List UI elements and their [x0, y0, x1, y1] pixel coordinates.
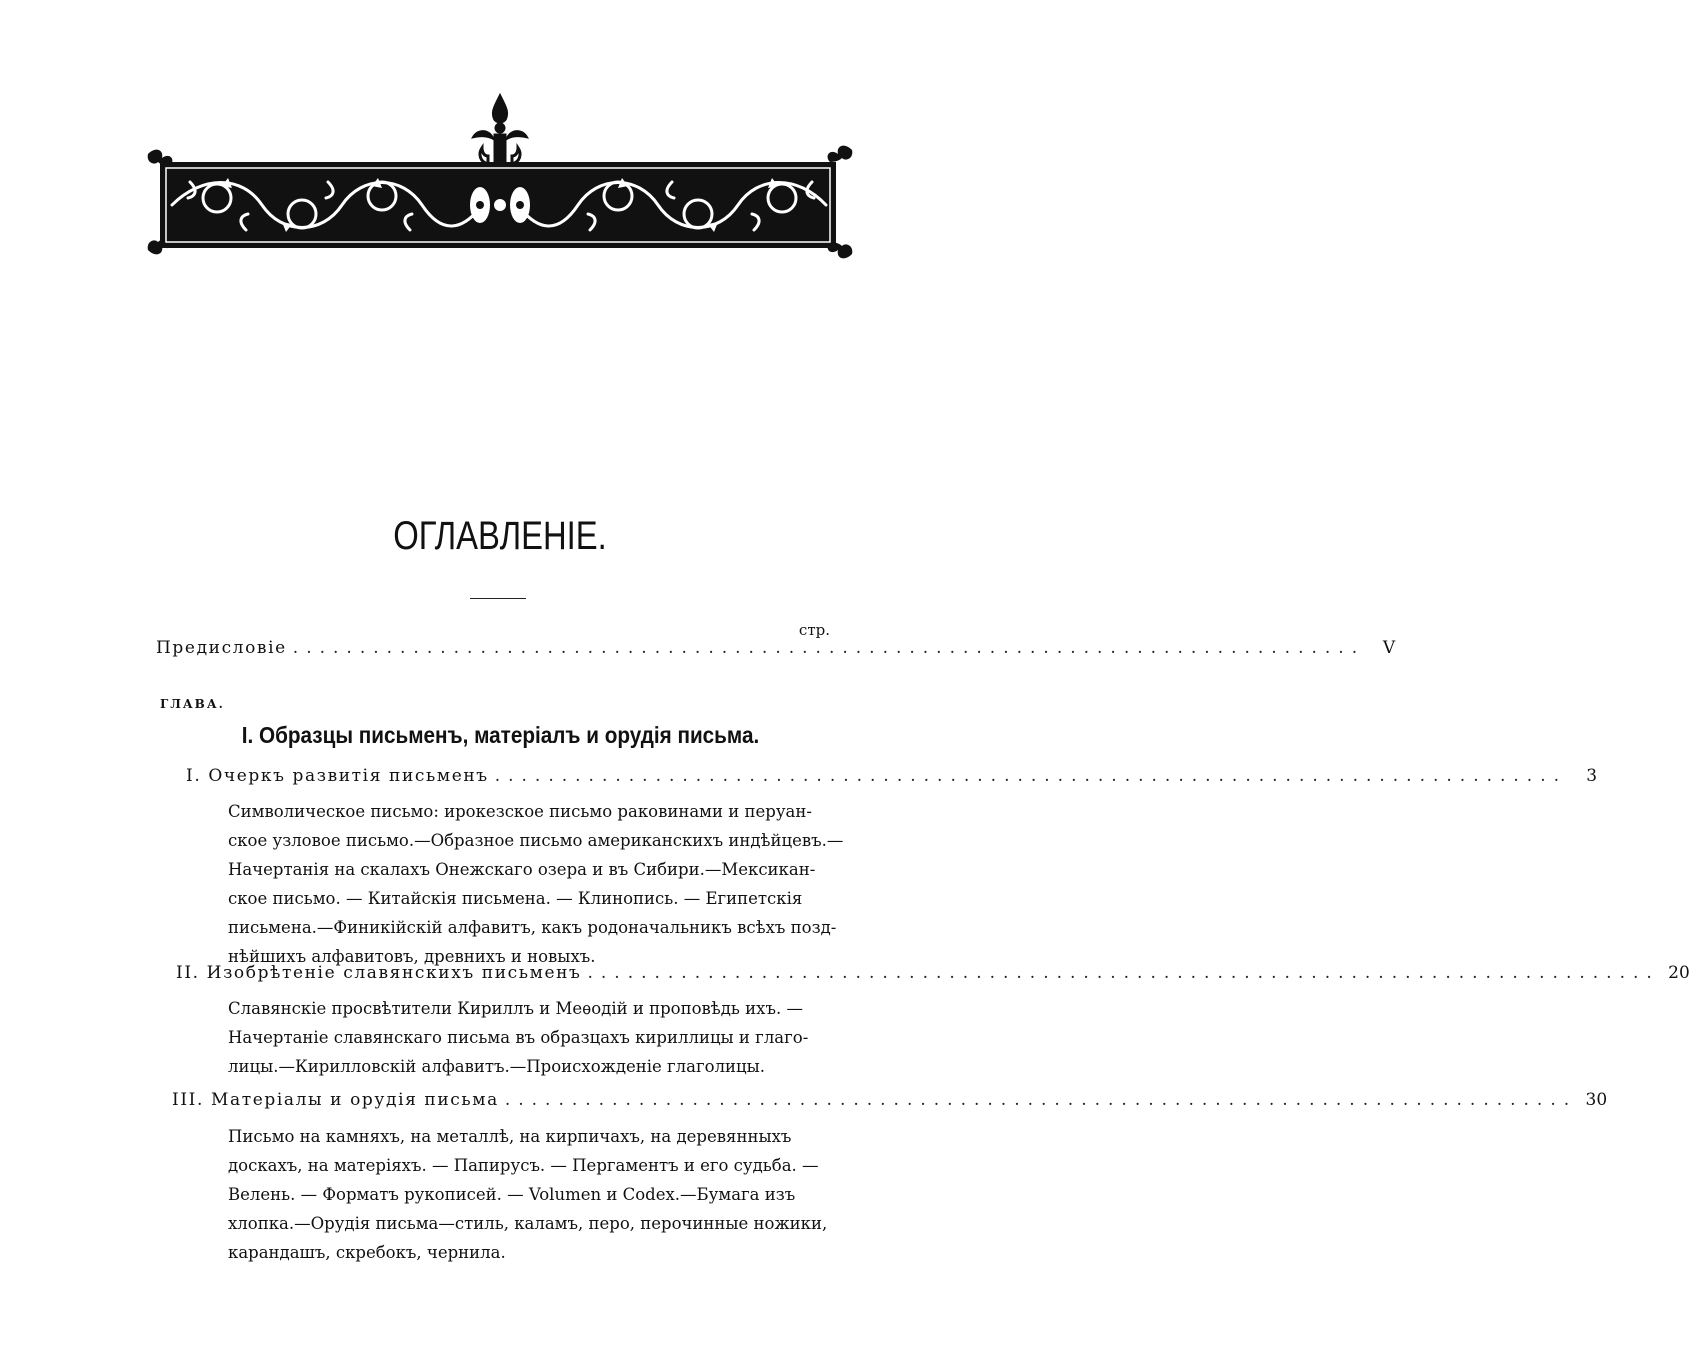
- section-description-2: [228, 994, 809, 1081]
- toc-entry-page: V: [1382, 638, 1396, 658]
- toc-entry-page: 3: [1586, 766, 1598, 786]
- leader-dots: ................................................................................: [504, 1090, 1578, 1110]
- toc-entry-preface[interactable]: [156, 638, 1396, 658]
- leader-dots: ................................................................................: [587, 963, 1660, 983]
- toc-entry-section-3[interactable]: [172, 1090, 1608, 1110]
- description-line: ское письмо. — Китайскія письмена. — Клинопись. — Египетскія: [228, 889, 803, 908]
- description-line: ское узловое письмо.—Образное письмо американскихъ индѣйцевъ.—: [228, 831, 844, 850]
- ornamental-headpiece: [142, 90, 858, 270]
- toc-entry-label: Предисловіе: [156, 638, 287, 658]
- section-description-1: [228, 797, 844, 971]
- description-line: нѣйшихъ алфавитовъ, древнихъ и новыхъ.: [228, 947, 596, 966]
- toc-entry-page: 20: [1668, 963, 1690, 983]
- description-line: Начертанія на скалахъ Онежскаго озера и въ Сибири.—Мексикан-: [228, 860, 816, 879]
- chapter-label: ГЛАВА.: [160, 697, 225, 711]
- description-line: карандашъ, скребокъ, чернила.: [228, 1243, 506, 1262]
- description-line: Начертаніе славянскаго письма въ образцахъ кириллицы и глаго-: [228, 1028, 809, 1047]
- toc-entry-section-1[interactable]: [186, 766, 1598, 786]
- description-line: Славянскіе просвѣтители Кириллъ и Меѳодій и проповѣдь ихъ. —: [228, 999, 803, 1018]
- title-rule: [470, 598, 526, 599]
- description-line: Велень. — Форматъ рукописей. — Volumen и Codex.—Бумага изъ: [228, 1185, 796, 1204]
- section-description-3: [228, 1122, 828, 1267]
- page-title: ОГЛАВЛЕНІЕ.: [393, 514, 607, 558]
- chapter-title[interactable]: [0, 722, 1000, 749]
- description-line: письмена.—Финикійскій алфавитъ, какъ родоначальникъ всѣхъ позд-: [228, 918, 837, 937]
- toc-entry-label: III. Матеріалы и орудія письма: [172, 1090, 499, 1110]
- description-line: хлопка.—Орудія письма—стиль, каламъ, перо, перочинные ножики,: [228, 1214, 828, 1233]
- leader-dots: ................................................................................: [494, 766, 1568, 786]
- description-line: доскахъ, на матеріяхъ. — Папирусъ. — Пергаментъ и его судьба. —: [228, 1156, 819, 1175]
- toc-entry-page: 30: [1585, 1090, 1608, 1110]
- toc-entry-section-2[interactable]: [176, 963, 1690, 983]
- leader-dots: ................................................................................: [292, 638, 1366, 658]
- toc-entry-label: II. Изобрѣтеніе славянскихъ письменъ: [176, 963, 582, 983]
- description-line: лицы.—Кирилловскій алфавитъ.—Происхожденіе глаголицы.: [228, 1057, 766, 1076]
- chapter-title-text: I. Образцы письменъ, матеріалъ и орудія письма.: [241, 722, 759, 748]
- page-column-header: стр.: [798, 621, 830, 639]
- toc-entry-label: I. Очеркъ развитія письменъ: [186, 766, 489, 786]
- description-line: Письмо на камняхъ, на металлѣ, на кирпичахъ, на деревянныхъ: [228, 1127, 792, 1146]
- description-line: Символическое письмо: ирокезское письмо раковинами и перуан-: [228, 802, 812, 821]
